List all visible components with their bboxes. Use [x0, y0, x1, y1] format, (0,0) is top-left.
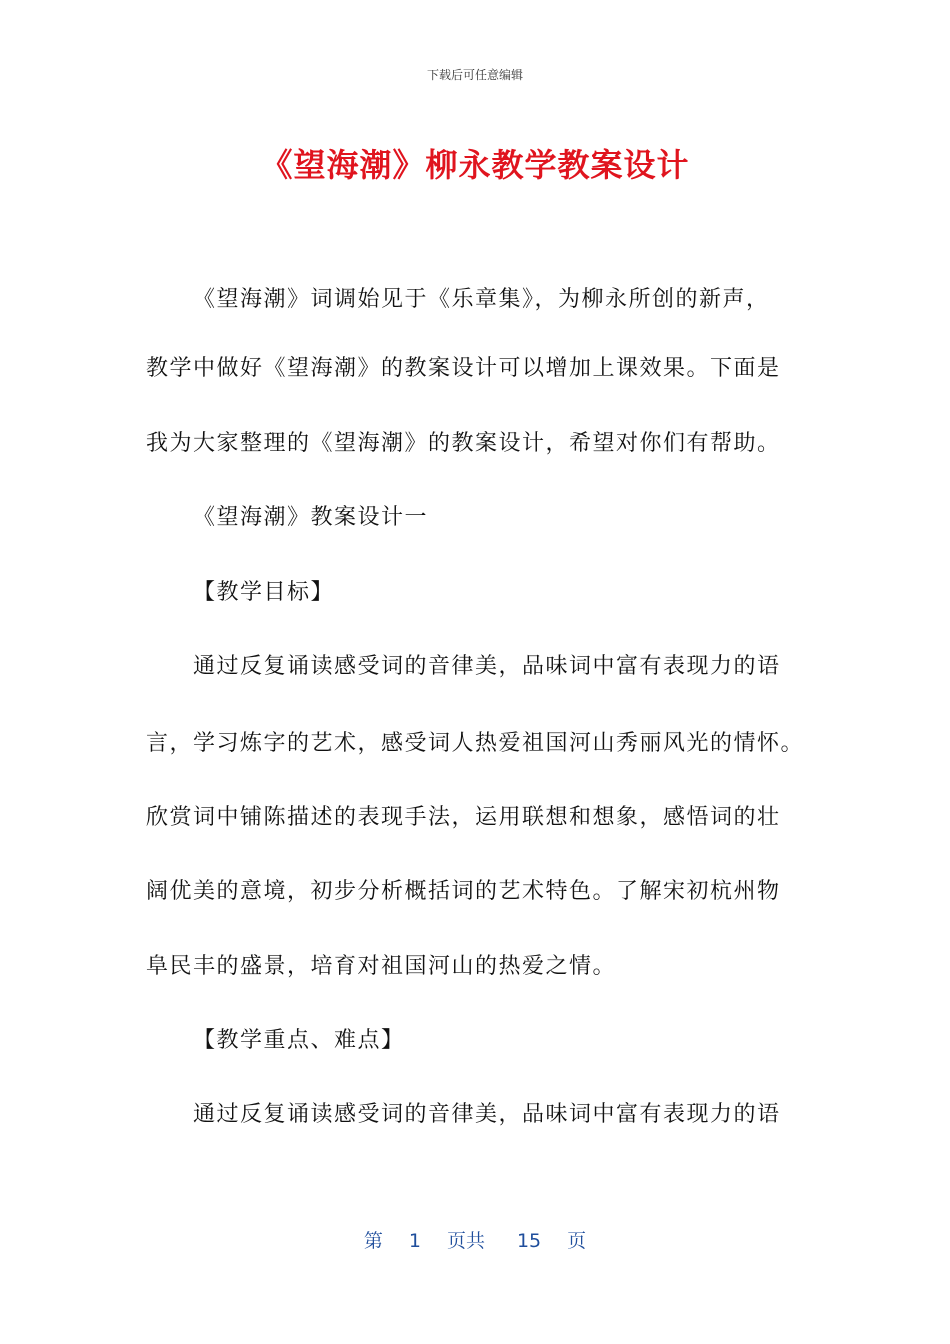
- footer-page-middle: 页共: [446, 1230, 485, 1252]
- body-line: 我为大家整理的《望海潮》的教案设计，希望对你们有帮助。: [146, 431, 781, 456]
- body-line: 言，学习炼字的艺术，感受词人热爱祖国河山秀丽风光的情怀。: [146, 731, 805, 756]
- footer-page-prefix: 第: [363, 1230, 383, 1252]
- body-line: 通过反复诵读感受词的音律美，品味词中富有表现力的语: [193, 1102, 781, 1127]
- body-line: 通过反复诵读感受词的音律美，品味词中富有表现力的语: [193, 654, 781, 679]
- body-line: 阜民丰的盛景，培育对祖国河山的热爱之情。: [146, 954, 617, 979]
- page-footer: [0, 1226, 950, 1253]
- section-heading: 【教学重点、难点】: [193, 1028, 405, 1053]
- body-line: 欣赏词中铺陈描述的表现手法，运用联想和想象，感悟词的壮: [146, 805, 781, 830]
- section-heading: 《望海潮》教案设计一: [193, 505, 429, 530]
- body-line: 教学中做好《望海潮》的教案设计可以增加上课效果。下面是: [146, 356, 781, 381]
- body-line: 《望海潮》词调始见于《乐章集》，为柳永所创的新声，: [193, 287, 770, 312]
- document-title: 《望海潮》柳永教学教案设计: [260, 146, 690, 184]
- footer-page-suffix: 页: [567, 1230, 587, 1252]
- header-note: 下载后可任意编辑: [426, 68, 523, 82]
- footer-page-total: 15: [516, 1230, 542, 1252]
- footer-page-number: 1: [408, 1230, 421, 1252]
- body-line: 阔优美的意境，初步分析概括词的艺术特色。了解宋初杭州物: [146, 879, 781, 904]
- section-heading: 【教学目标】: [193, 580, 335, 605]
